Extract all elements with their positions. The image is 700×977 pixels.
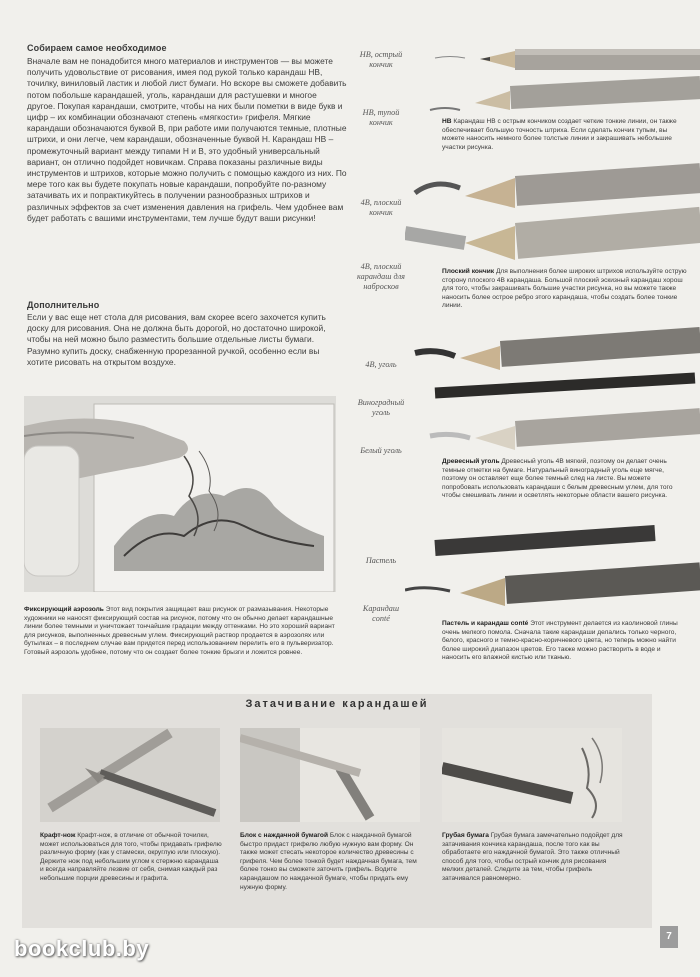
caption-craft-knife-label: Крафт-нож xyxy=(40,832,76,839)
caption-charcoal xyxy=(442,458,690,501)
vine-charcoal-stick xyxy=(435,378,695,393)
caption-flat-tip xyxy=(442,268,690,311)
section-title-essentials: Собираем самое необходимое xyxy=(27,43,167,53)
additional-text: Если у вас еще нет стола для рисования, вам скорее всего захочется купить доску для рисования. Она не должна быть дорогой, но достаточно широкой, чтобы на ней можно было разместить большие отдельные листы бумаги. Разумно купить доску, снабженную прорезанной ручкой, особенно если вы хотите рисовать на открытом воздухе. xyxy=(27,312,326,367)
label-4b-flat: 4B, плоский кончик xyxy=(360,198,402,217)
sharpening-box xyxy=(22,694,652,928)
rough-paper-graphic xyxy=(442,728,622,822)
caption-craft-knife-text: Крафт-нож, в отличие от обычной точилки, может использоваться для того, чтобы придавать грифелю различную форму (как у стамески, округлую или плоскую). Держите нож под небольшим углом к стержню карандаша и всегда направляйте лезвие от себя, снимая каждый раз небольшие порции древесины и графита. xyxy=(40,832,222,882)
pencil-4b-sketch xyxy=(405,207,700,260)
pencil-hb-blunt xyxy=(430,76,700,110)
pastel-stick xyxy=(435,533,655,548)
sharpening-title: Затачивание карандашей xyxy=(245,698,429,710)
section-title-additional: Дополнительно xyxy=(27,300,100,310)
label-4b-sketch: 4B, плоский карандаш для набросков xyxy=(357,262,405,291)
caption-craft-knife xyxy=(40,832,222,884)
pencil-conte xyxy=(405,562,700,606)
caption-sandpaper-block-label: Блок с наждачной бумагой xyxy=(240,832,329,839)
fixative-photo-graphic xyxy=(24,396,336,592)
caption-sandpaper-block xyxy=(240,832,422,892)
label-vine-charcoal: Виноградный уголь xyxy=(357,398,405,417)
essentials-text: Вначале вам не понадобится много материалов и инструментов — вы можете получить удовольствие от рисования, имея под рукой только карандаш НВ, точилку, виниловый ластик и любой лист бумаги. Но вскоре вы сможете добавить потом побольше карандашей, уголь, карандаши для растушевки и многое другое. Покупая карандаши, смотрите, чтобы на них были пометки в виде букв и цифр – их комбинации обозначают степень «мягкости» грифеля. Мягкие карандаши обозначаются буквой B, при работе ими получаются темные, плотные штрихи, и они легче, чем карандаши, обозначенные буквой H. Карандаш HB – промежуточный вариант между типами H и B, это удобный универсальный вариант, он отлично подойдет новичкам. Справа показаны различные виды инструментов и штрихов, которые можно получить с помощью каждого из них. По мере того как вы будете покупать новые карандаши, попробуйте по-разному затачивать их и попрактикуйтесь в получении разнообразных штрихов и различных эффектов за счет изменения давления на грифель. Чем удобнее вам будет работать с вашими инструментами, тем лучше будут ваши рисунки! xyxy=(27,56,347,223)
label-hb-sharp: HB, острый кончик xyxy=(359,50,403,69)
caption-hb-text: Карандаш HB с острым кончиком создает четкие тонкие линии, он также обеспечивает большую точность штриха. Если сделать кончик тупым, вы можете наносить немного более толстые линии и закрашивать небольшие участки рисунка. xyxy=(442,118,677,151)
pencil-white-charcoal xyxy=(430,408,700,450)
caption-flat-tip-label: Плоский кончик xyxy=(442,268,495,275)
caption-pastel-label: Пастель и карандаш conté xyxy=(442,620,529,627)
photo-rough-paper xyxy=(442,728,622,822)
photo-craft-knife xyxy=(40,728,220,822)
label-white-charcoal: Белый уголь xyxy=(360,446,402,455)
pencil-4b-charcoal xyxy=(415,327,700,370)
fixative-photo xyxy=(24,396,336,592)
label-hb-blunt: HB, тупой кончик xyxy=(362,108,400,127)
pencil-4b-flat xyxy=(415,163,700,208)
caption-rough-paper-label: Грубая бумага xyxy=(442,832,489,839)
caption-charcoal-text: Древесный уголь 4B мягкий, поэтому он делает очень темные отметки на бумаге. Натуральный виноградный уголь еще мягче, поэтому он оставляет еще более темный след на листе. Вы можете попробовать использовать карандаши с белым древесным углем, для того чтобы смешивать линии и осветлять некоторые области вашего рисунка. xyxy=(442,458,673,500)
sandpaper-block-graphic xyxy=(240,728,420,822)
label-conte: Карандаш conté xyxy=(362,604,400,623)
photo-sandpaper-block xyxy=(240,728,420,822)
page-number: 7 xyxy=(660,926,678,948)
label-pastel: Пастель xyxy=(365,556,397,565)
label-4b-charcoal: 4B, уголь xyxy=(365,360,397,369)
fixative-caption xyxy=(24,606,338,658)
caption-charcoal-label: Древесный уголь xyxy=(442,458,500,465)
caption-pastel xyxy=(442,620,690,663)
fixative-caption-text: Этот вид покрытия защищает ваш рисунок от размазывания. Некоторые художники не наносят фиксирующий состав на рисунок, потому что он обычно делает карандашные линии более темными и уничтожает тончайшие градации между оттенками. Но это хороший вариант для рисунков, выполненных древесным углем. Фиксирующий раствор продается в аэрозолях или бутылках – в последнем случае вам придется перед использованием перелить его в пульверизатор. Готовый аэрозоль удобнее, потому что он создает более тонкие брызги и ложится ровнее. xyxy=(24,606,335,656)
fixative-caption-label: Фиксирующий аэрозоль xyxy=(24,606,104,613)
caption-hb-label: HB xyxy=(442,118,452,125)
caption-hb xyxy=(442,118,690,152)
caption-sandpaper-block-text: Блок с наждачной бумагой быстро придаст грифелю любую нужную вам форму. Он также может стесать некоторое количество древесины с грифеля. Чем более тонкой будет наждачная бумага, тем более тонко вы сможете заточить грифель. Водите карандашом по наждачной бумаге, чтобы придать ему нужную форму. xyxy=(240,832,417,891)
watermark: bookclub.by xyxy=(14,936,150,961)
craft-knife-graphic xyxy=(40,728,220,822)
caption-flat-tip-text: Для выполнения более широких штрихов используйте острую сторону плоского 4B карандаша. Большой плоский эскизный карандаш хорош для того, чтобы закрашивать большие участки рисунка, но вы можете также наносить более острое ребро этого карандаша, чтобы создать более тонкие линии. xyxy=(442,268,687,310)
pencil-hb-sharp xyxy=(435,49,700,70)
caption-rough-paper-text: Грубая бумага замечательно подойдет для затачивания кончика карандаша, после того как вы обработаете его наждачной бумагой. Это также отличный способ для того, чтобы острый кончик для рисования мелких деталей. Следите за тем, чтобы грифель затачивался равномерно. xyxy=(442,832,623,882)
caption-rough-paper xyxy=(442,832,624,884)
caption-pastel-text: Этот инструмент делается из каолиновой глины очень мелкого помола. Сначала такие карандаши делались только черного, белого, красного и темно-красно-коричневого цвета, но теперь можно найти более широкий диапазон цветов. Его также можно растворить в воде и наносить его влажной кистью или тканью. xyxy=(442,620,678,662)
